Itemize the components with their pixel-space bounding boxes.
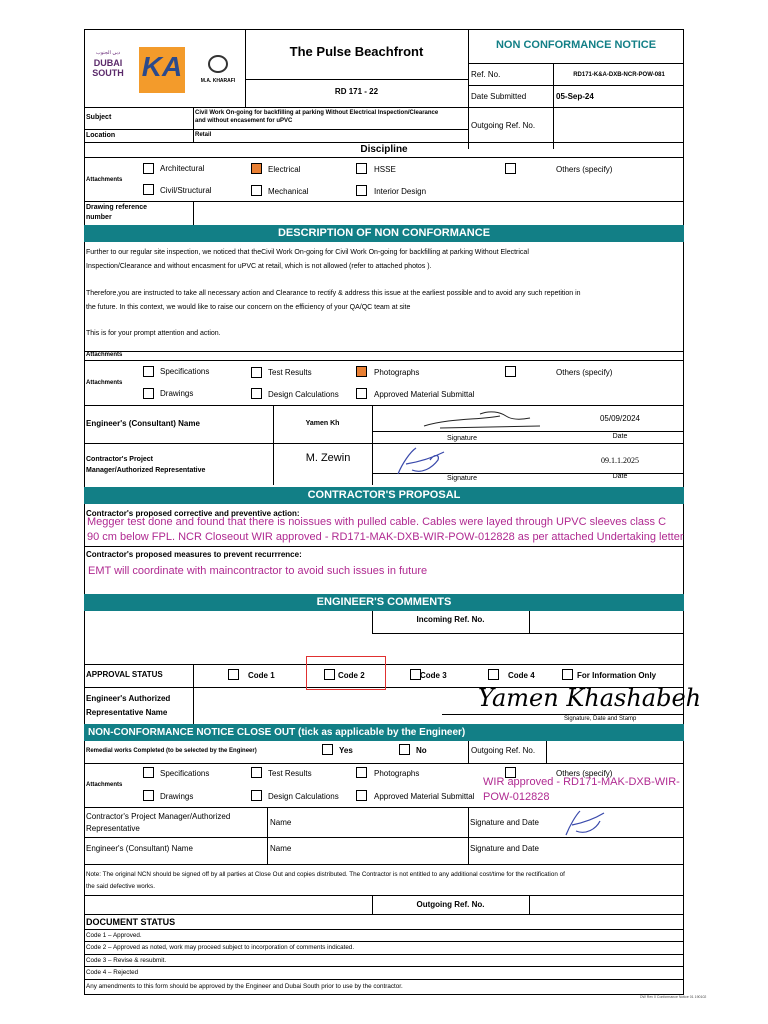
authorized-label-1: Engineer's Authorized — [86, 694, 171, 703]
label-design-calculations: Design Calculations — [268, 390, 339, 399]
contractor-date-value: 09.1.1.2025 — [601, 456, 639, 465]
kharafi-logo — [196, 50, 240, 90]
closeout-checkbox-approved-material[interactable] — [356, 790, 367, 801]
label-electrical: Electrical — [268, 165, 301, 174]
kharafi-text: M.A. KHARAFI — [200, 78, 236, 84]
doc-status-title: DOCUMENT STATUS — [86, 917, 176, 927]
label-no: No — [416, 746, 427, 755]
closeout-attachments-label: Attachments — [86, 782, 123, 788]
contractor-label-2: Manager/Authorized Representative — [86, 467, 206, 474]
label-others-spec: Others (specify) — [556, 368, 613, 377]
corrective-label: Contractor's proposed corrective and preventive action: — [86, 509, 300, 518]
closeout-label-specifications: Specifications — [160, 769, 210, 778]
closeout-eng-name-label: Name — [270, 844, 292, 853]
ka-logo — [139, 47, 185, 93]
desc-p2-line2: the future. In this context, we would like to raise our concern on the efficiency of your QA/QC team at site — [86, 304, 411, 311]
engineer-comments-title-bar: ENGINEER'S COMMENTS — [84, 594, 684, 611]
label-for-information: For Information Only — [577, 671, 657, 680]
date-label: Date Submitted — [471, 92, 527, 101]
label-specifications: Specifications — [160, 367, 210, 376]
outgoing-label: Outgoing Ref. No. — [471, 121, 536, 130]
discipline-attachments-label: Attachments — [86, 177, 123, 183]
checkbox-for-information[interactable] — [562, 669, 573, 680]
engineer-name-value: Yamen Kh — [305, 420, 340, 427]
desc-attachments-label: Attachments — [86, 380, 123, 386]
doc-status-amendments: Any amendments to this form should be approved by the Engineer and Dubai South prior to use by the contractor. — [86, 983, 403, 990]
label-test-results: Test Results — [268, 368, 312, 377]
checkbox-drawings[interactable] — [143, 388, 154, 399]
label-drawings: Drawings — [160, 389, 194, 398]
label-approved-material: Approved Material Submittal — [374, 390, 475, 399]
label-architectural: Architectural — [160, 164, 205, 173]
closeout-checkbox-photographs[interactable] — [356, 767, 367, 778]
checkbox-code-4[interactable] — [488, 669, 499, 680]
date-label-1: Date — [612, 433, 628, 440]
checkbox-approved-material[interactable] — [356, 388, 367, 399]
date-label-2: Date — [612, 473, 628, 480]
checkbox-no[interactable] — [399, 744, 410, 755]
ka-logo-text: KA — [141, 51, 183, 82]
checkbox-electrical[interactable] — [251, 163, 262, 174]
incoming-ref-label: Incoming Ref. No. — [416, 615, 485, 624]
label-hsse: HSSE — [374, 165, 396, 174]
closeout-contractor-signature — [560, 807, 610, 839]
footer-code: DW Rev 0 Conformance Notice 01 190102 — [640, 995, 707, 999]
contractor-signature — [392, 444, 452, 478]
closeout-label-photographs: Photographs — [374, 769, 420, 778]
contractor-name-value: M. Zewin — [305, 452, 351, 464]
engineer-signature-name: Yamen Khashabeh — [478, 684, 702, 712]
closeout-pm-name-label: Name — [270, 818, 292, 827]
checkbox-hsse[interactable] — [356, 163, 367, 174]
doc-status-code-3: Code 3 – Revise & resubmit. — [86, 957, 167, 964]
code-2-highlight-box — [306, 656, 386, 690]
date-value: 05-Sep-24 — [556, 92, 594, 101]
subject-line-1: Civil Work On-going for backfilling at parking Without Electrical Inspection/Clearance — [195, 110, 439, 116]
signature-label-2: Signature — [447, 475, 477, 482]
checkbox-civil-structural[interactable] — [143, 184, 154, 195]
location-label: Location — [86, 132, 116, 139]
label-civil-structural: Civil/Structural — [160, 186, 212, 195]
note-line-1: Note: The original NCN should be signed off by all parties at Close Out and copies distributed. The Contractor is not entitled to any additional cost/time for the rectification of — [86, 871, 565, 878]
wir-approved-line-1: WIR approved - RD171-MAK-DXB-WIR- — [483, 776, 680, 788]
closeout-outgoing-label: Outgoing Ref. No. — [471, 746, 536, 755]
closeout-label-drawings: Drawings — [160, 792, 194, 801]
label-others: Others (specify) — [556, 165, 613, 174]
signature-label-1: Signature — [447, 435, 477, 442]
sig-date-stamp-caption: Signature, Date and Stamp — [564, 716, 637, 722]
doc-status-code-1: Code 1 – Approved. — [86, 932, 142, 939]
closeout-checkbox-specifications[interactable] — [143, 767, 154, 778]
location-value: Retail — [195, 132, 212, 138]
corrective-line-1: Megger test done and found that there is noissues with pulled cable. Cables were layed through UPVC sleeves class C — [87, 516, 667, 528]
discipline-title: Discipline — [360, 144, 408, 155]
authorized-label-2: Representative Name — [86, 708, 168, 717]
project-title: The Pulse Beachfront — [289, 44, 424, 59]
desc-p3: This is for your prompt attention and action. — [86, 330, 221, 337]
label-code-1: Code 1 — [248, 671, 275, 680]
doc-status-code-4: Code 4 – Rejected — [86, 969, 139, 976]
label-mechanical: Mechanical — [268, 187, 309, 196]
drawing-ref-label-2: number — [86, 214, 112, 221]
checkbox-design-calculations[interactable] — [251, 388, 262, 399]
closeout-checkbox-design-calculations[interactable] — [251, 790, 262, 801]
description-title-bar: DESCRIPTION OF NON CONFORMANCE — [84, 225, 684, 242]
engineer-date-value: 05/09/2024 — [599, 414, 641, 423]
kharafi-emblem-icon — [208, 55, 228, 73]
wir-approved-line-2: POW-012828 — [483, 791, 550, 803]
closeout-pm-label-2: Representative — [86, 824, 140, 833]
checkbox-test-results[interactable] — [251, 367, 262, 378]
closeout-eng-label: Engineer's (Consultant) Name — [86, 844, 193, 853]
drawing-ref-label-1: Drawing reference — [86, 204, 148, 211]
closeout-eng-sig-date-label: Signature and Date — [470, 844, 539, 853]
label-interior-design: Interior Design — [374, 187, 427, 196]
closeout-pm-label-1: Contractor's Project Manager/Authorized — [86, 812, 231, 821]
logo-south-text: SOUTH — [92, 68, 124, 78]
label-photographs: Photographs — [374, 368, 420, 377]
form-title: NON CONFORMANCE NOTICE — [495, 39, 657, 51]
checkbox-specifications[interactable] — [143, 366, 154, 377]
note-line-2: the said defective works. — [86, 883, 155, 890]
measures-text: EMT will coordinate with maincontractor to avoid such issues in future — [88, 565, 428, 577]
subject-line-2: and without encasement for uPVC — [195, 118, 293, 124]
desc-p1-line1: Further to our regular site inspection, we noticed that theCivil Work On-going for Civil Work On-going for backfilling at parking Without Electrical — [86, 249, 529, 256]
rd-code: RD 171 - 22 — [334, 87, 379, 96]
ref-value: RD171-K&A-DXB-NCR-POW-081 — [573, 72, 665, 78]
desc-p2-line1: Therefore,you are instructed to take all necessary action and Clearance to rectify & address this issue at the earliest possible and to avoid any such repetition in — [86, 290, 581, 297]
closeout-label-others: Others (specify) — [556, 769, 613, 778]
checkbox-others[interactable] — [505, 163, 516, 174]
corrective-line-2: 90 cm below FPL. NCR Closeout WIR approved - RD171-MAK-DXB-WIR-POW-012828 as per attached Undertaking letter — [87, 531, 684, 543]
closeout-checkbox-test-results[interactable] — [251, 767, 262, 778]
logo-dubai-text: DUBAI — [93, 58, 123, 68]
checkbox-interior-design[interactable] — [356, 185, 367, 196]
ref-label: Ref. No. — [471, 70, 501, 79]
checkbox-photographs[interactable] — [356, 366, 367, 377]
closeout-label-design-calculations: Design Calculations — [268, 792, 339, 801]
closeout-label-approved-material: Approved Material Submittal — [374, 792, 475, 801]
checkbox-mechanical[interactable] — [251, 185, 262, 196]
label-code-4: Code 4 — [508, 671, 535, 680]
checkbox-others-spec[interactable] — [505, 366, 516, 377]
label-code-2: Code 2 — [338, 671, 365, 680]
remedial-label: Remedial works Completed (to be selected by the Engineer) — [86, 748, 257, 754]
desc-p1-line2: Inspection/Clearance and without encasment for uPVC at retail, which is not allowed (refer to attached photos ). — [86, 263, 432, 270]
closeout-checkbox-drawings[interactable] — [143, 790, 154, 801]
closeout-title-bar: NON-CONFORMANCE NOTICE CLOSE OUT (tick as applicable by the Engineer) — [84, 724, 684, 741]
approval-status-label: APPROVAL STATUS — [86, 670, 163, 679]
checkbox-code-1[interactable] — [228, 669, 239, 680]
label-yes: Yes — [339, 746, 353, 755]
engineer-signature — [420, 408, 550, 432]
checkbox-architectural[interactable] — [143, 163, 154, 174]
note-outgoing-label: Outgoing Ref. No. — [416, 900, 485, 909]
dubai-south-logo: دبي الجنوب DUBAI SOUTH — [88, 50, 128, 90]
label-code-3: Code 3 — [420, 671, 447, 680]
closeout-pm-sig-date-label: Signature and Date — [470, 818, 539, 827]
doc-status-code-2: Code 2 – Approved as noted, work may proceed subject to incorporation of comments indicated. — [86, 944, 355, 951]
contractor-label-1: Contractor's Project — [86, 456, 154, 463]
desc-attachments-head: Attachments — [86, 352, 123, 358]
engineer-name-label: Engineer's (Consultant) Name — [86, 419, 200, 428]
subject-label: Subject — [86, 114, 112, 121]
closeout-label-test-results: Test Results — [268, 769, 312, 778]
checkbox-yes[interactable] — [322, 744, 333, 755]
measures-label: Contractor's proposed measures to prevent recurrrence: — [86, 550, 302, 559]
proposal-title-bar: CONTRACTOR'S PROPOSAL — [84, 487, 684, 504]
